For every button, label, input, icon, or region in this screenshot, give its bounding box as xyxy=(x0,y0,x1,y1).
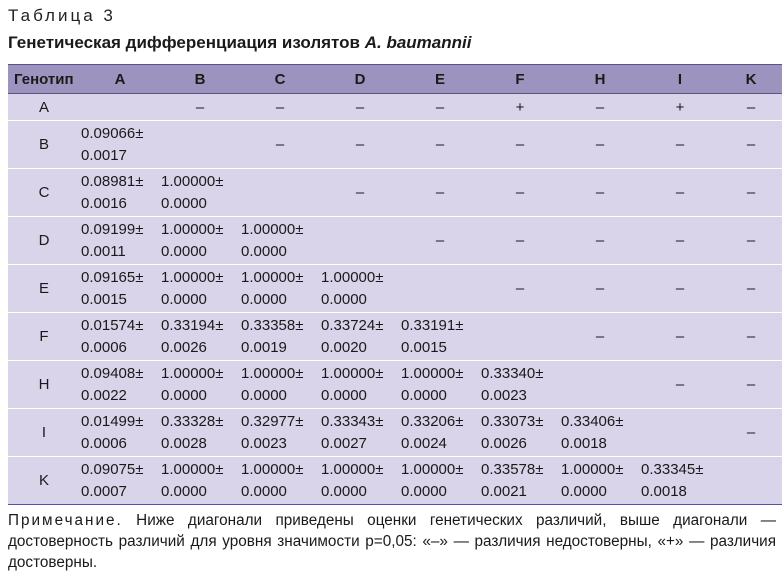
distance-cell: 0.09066± 0.0017 xyxy=(80,121,160,169)
distance-cell: 1.00000± 0.0000 xyxy=(240,361,320,409)
row-label: B xyxy=(8,121,80,169)
significance-cell: – xyxy=(480,121,560,169)
significance-cell: – xyxy=(560,313,640,361)
distance-cell: 1.00000± 0.0000 xyxy=(240,457,320,505)
row-label: D xyxy=(8,217,80,265)
significance-cell: – xyxy=(480,217,560,265)
distance-cell: 1.00000± 0.0000 xyxy=(160,361,240,409)
diagonal-cell xyxy=(400,265,480,313)
row-label: E xyxy=(8,265,80,313)
significance-cell: – xyxy=(640,313,720,361)
significance-cell: – xyxy=(400,121,480,169)
header-col-k: K xyxy=(720,65,782,94)
table-row xyxy=(8,121,782,169)
significance-cell: – xyxy=(720,409,782,457)
table-row xyxy=(8,409,782,457)
species-name: A. baumannii xyxy=(364,33,472,52)
significance-cell: + xyxy=(640,94,720,121)
significance-cell: – xyxy=(240,121,320,169)
significance-cell: + xyxy=(480,94,560,121)
distance-cell: 0.33194± 0.0026 xyxy=(160,313,240,361)
distance-cell: 0.08981± 0.0016 xyxy=(80,169,160,217)
significance-cell: – xyxy=(560,265,640,313)
table-row xyxy=(8,169,782,217)
header-col-e: E xyxy=(400,65,480,94)
distance-cell: 1.00000± 0.0000 xyxy=(160,217,240,265)
row-label: K xyxy=(8,457,80,505)
significance-cell: – xyxy=(640,217,720,265)
significance-cell: – xyxy=(640,265,720,313)
significance-cell: – xyxy=(560,94,640,121)
significance-cell: – xyxy=(320,94,400,121)
significance-cell: – xyxy=(320,169,400,217)
significance-cell: – xyxy=(400,94,480,121)
distance-cell: 0.33724± 0.0020 xyxy=(320,313,400,361)
significance-cell: – xyxy=(720,313,782,361)
header-col-b: B xyxy=(160,65,240,94)
distance-cell: 0.33073± 0.0026 xyxy=(480,409,560,457)
table-title-text: Генетическая дифференциация изолятов xyxy=(8,33,365,52)
table-note xyxy=(8,510,776,573)
significance-cell: – xyxy=(400,217,480,265)
header-col-c: C xyxy=(240,65,320,94)
distance-cell: 0.33358± 0.0019 xyxy=(240,313,320,361)
distance-cell: 0.33328± 0.0028 xyxy=(160,409,240,457)
diagonal-cell xyxy=(480,313,560,361)
distance-cell: 0.09165± 0.0015 xyxy=(80,265,160,313)
diagonal-cell xyxy=(640,409,720,457)
table-row xyxy=(8,313,782,361)
header-col-h: H xyxy=(560,65,640,94)
row-label: C xyxy=(8,169,80,217)
significance-cell: – xyxy=(480,169,560,217)
significance-cell: – xyxy=(320,121,400,169)
significance-cell: – xyxy=(560,169,640,217)
significance-cell: – xyxy=(240,94,320,121)
significance-cell: – xyxy=(640,361,720,409)
header-col-f: F xyxy=(480,65,560,94)
table-row xyxy=(8,94,782,121)
table-row xyxy=(8,265,782,313)
distance-cell: 0.33343± 0.0027 xyxy=(320,409,400,457)
significance-cell: – xyxy=(400,169,480,217)
significance-cell: – xyxy=(560,121,640,169)
table-number: Таблица 3 xyxy=(8,6,116,25)
header-col-a: A xyxy=(80,65,160,94)
significance-cell: – xyxy=(720,265,782,313)
distance-cell: 1.00000± 0.0000 xyxy=(320,457,400,505)
distance-cell: 0.09075± 0.0007 xyxy=(80,457,160,505)
distance-cell: 0.01574± 0.0006 xyxy=(80,313,160,361)
distance-cell: 0.33340± 0.0023 xyxy=(480,361,560,409)
table-title xyxy=(8,33,471,53)
distance-cell: 1.00000± 0.0000 xyxy=(160,265,240,313)
distance-cell: 1.00000± 0.0000 xyxy=(160,457,240,505)
significance-cell: – xyxy=(560,217,640,265)
header-genotype: Генотип xyxy=(8,65,80,94)
distance-cell: 0.33191± 0.0015 xyxy=(400,313,480,361)
significance-cell: – xyxy=(160,94,240,121)
diagonal-cell xyxy=(560,361,640,409)
header-col-d: D xyxy=(320,65,400,94)
diagonal-cell xyxy=(320,217,400,265)
distance-cell: 1.00000± 0.0000 xyxy=(400,457,480,505)
note-text: Ниже диагонали приведены оценки генетических различий, выше диагонали — достоверность различий для уровня значимости p=0,05: «–» — различия недостоверны, «+» — различия достоверны. xyxy=(8,512,776,571)
distance-cell: 0.09199± 0.0011 xyxy=(80,217,160,265)
significance-cell: – xyxy=(720,121,782,169)
distance-cell: 0.33345± 0.0018 xyxy=(640,457,720,505)
distance-cell: 1.00000± 0.0000 xyxy=(320,361,400,409)
distance-cell: 1.00000± 0.0000 xyxy=(160,169,240,217)
row-label: F xyxy=(8,313,80,361)
distance-cell: 0.09408± 0.0022 xyxy=(80,361,160,409)
note-label: Примечание. xyxy=(8,512,123,529)
distance-cell: 1.00000± 0.0000 xyxy=(560,457,640,505)
distance-cell: 0.33578± 0.0021 xyxy=(480,457,560,505)
distance-cell: 1.00000± 0.0000 xyxy=(240,265,320,313)
diagonal-cell xyxy=(80,94,160,121)
table-row xyxy=(8,457,782,505)
distance-cell: 0.33206± 0.0024 xyxy=(400,409,480,457)
table-body xyxy=(8,94,782,505)
row-label: A xyxy=(8,94,80,121)
diagonal-cell xyxy=(240,169,320,217)
significance-cell: – xyxy=(720,169,782,217)
distance-cell: 1.00000± 0.0000 xyxy=(240,217,320,265)
table-row xyxy=(8,217,782,265)
significance-cell: – xyxy=(720,361,782,409)
significance-cell: – xyxy=(640,169,720,217)
distance-cell: 1.00000± 0.0000 xyxy=(400,361,480,409)
diagonal-cell xyxy=(720,457,782,505)
significance-cell: – xyxy=(720,94,782,121)
table-header-row xyxy=(8,65,782,94)
distance-cell: 0.32977± 0.0023 xyxy=(240,409,320,457)
distance-cell: 0.33406± 0.0018 xyxy=(560,409,640,457)
row-label: I xyxy=(8,409,80,457)
genetic-differentiation-table xyxy=(8,64,782,505)
significance-cell: – xyxy=(480,265,560,313)
significance-cell: – xyxy=(720,217,782,265)
significance-cell: – xyxy=(640,121,720,169)
diagonal-cell xyxy=(160,121,240,169)
header-col-i: I xyxy=(640,65,720,94)
distance-cell: 1.00000± 0.0000 xyxy=(320,265,400,313)
distance-cell: 0.01499± 0.0006 xyxy=(80,409,160,457)
table-row xyxy=(8,361,782,409)
row-label: H xyxy=(8,361,80,409)
